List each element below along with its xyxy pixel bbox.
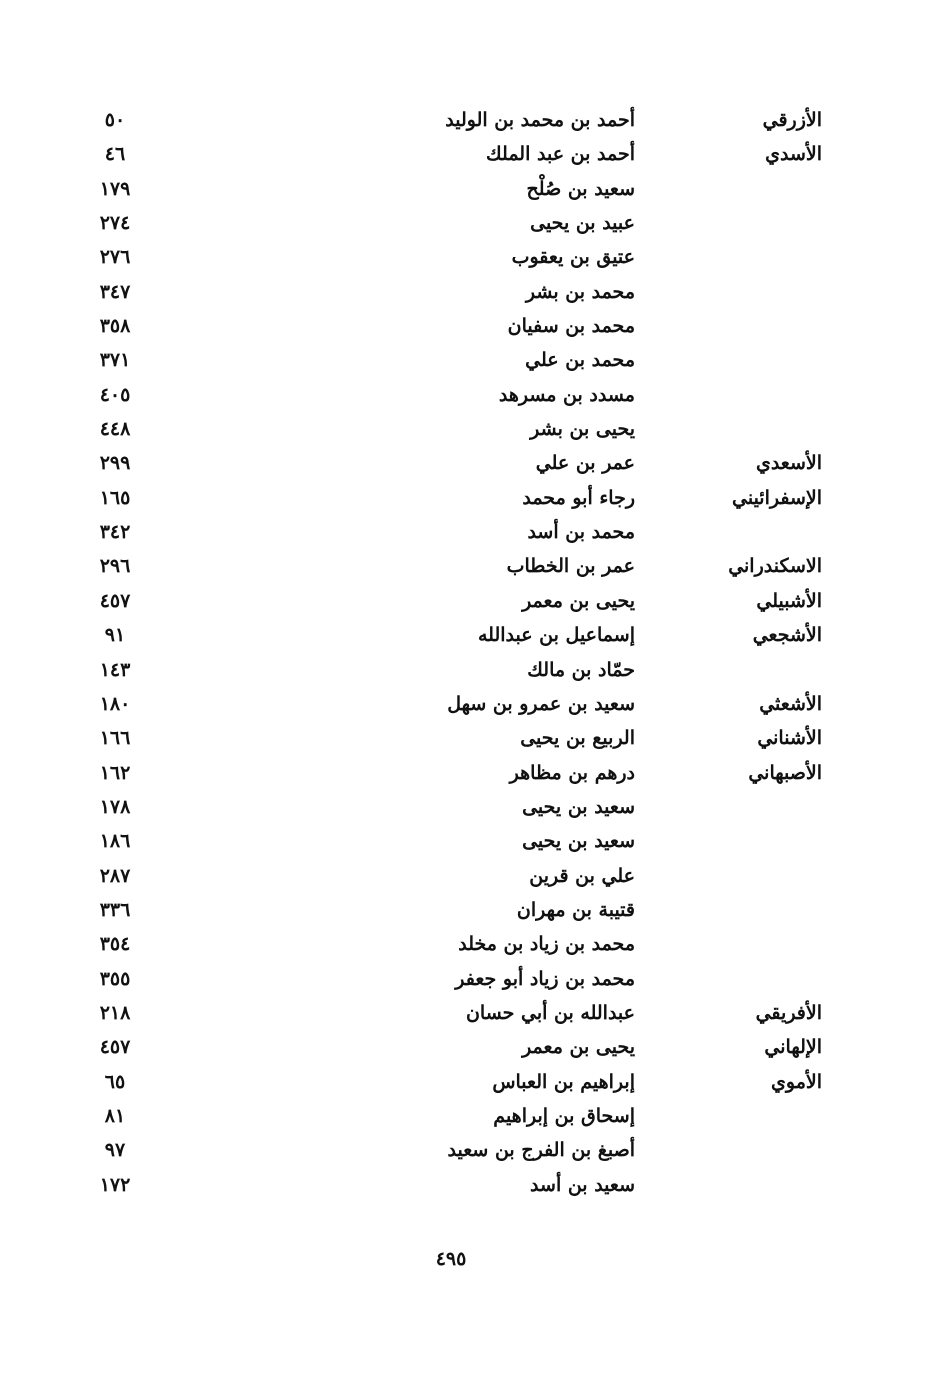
page-reference: ٢٩٩ bbox=[99, 452, 131, 475]
index-row bbox=[0, 378, 943, 412]
page-reference: ١٦٥ bbox=[99, 486, 131, 509]
nisba-label: الاسكندراني bbox=[728, 555, 822, 578]
page-reference: ٩١ bbox=[104, 624, 126, 647]
page-reference: ٦٥ bbox=[104, 1070, 126, 1093]
index-row bbox=[0, 481, 943, 515]
index-row bbox=[0, 653, 943, 687]
narrator-name: عتيق بن يعقوب bbox=[511, 246, 635, 269]
index-row bbox=[0, 343, 943, 377]
page-reference: ١٧٢ bbox=[99, 1173, 131, 1196]
index-row bbox=[0, 996, 943, 1030]
narrator-name: عبدالله بن أبي حسان bbox=[465, 1001, 635, 1024]
index-row bbox=[0, 618, 943, 652]
index-row bbox=[0, 1030, 943, 1064]
page-reference: ٣٤٢ bbox=[99, 521, 131, 544]
narrator-name: عبيد بن يحيى bbox=[530, 212, 635, 235]
nisba-label: الأموي bbox=[771, 1070, 822, 1093]
index-row bbox=[0, 893, 943, 927]
index-row bbox=[0, 103, 943, 137]
page-reference: ٤٥٧ bbox=[99, 1036, 131, 1059]
narrator-name: رجاء أبو محمد bbox=[522, 486, 635, 509]
narrator-name: أحمد بن عبد الملك bbox=[486, 143, 635, 166]
index-row bbox=[0, 309, 943, 343]
page-reference: ٣٧١ bbox=[99, 349, 131, 372]
index-row bbox=[0, 790, 943, 824]
page-reference: ١٤٣ bbox=[99, 658, 131, 681]
narrator-name: يحيى بن معمر bbox=[522, 1036, 635, 1059]
nisba-label: الأصبهاني bbox=[748, 761, 822, 784]
index-row bbox=[0, 1099, 943, 1133]
index-row bbox=[0, 446, 943, 480]
index-row bbox=[0, 1168, 943, 1202]
page-reference: ٤٥٧ bbox=[99, 589, 131, 612]
index-row bbox=[0, 824, 943, 858]
page-reference: ١٨٦ bbox=[99, 830, 131, 853]
narrator-name: محمد بن سفيان bbox=[507, 315, 635, 338]
page-reference: ٢٩٦ bbox=[99, 555, 131, 578]
nisba-label: الأفريقي bbox=[755, 1001, 822, 1024]
nisba-label: الأشعثي bbox=[759, 692, 822, 715]
page-reference: ٢٧٦ bbox=[99, 246, 131, 269]
index-row bbox=[0, 137, 943, 171]
index-row bbox=[0, 584, 943, 618]
page-reference: ١٦٦ bbox=[99, 727, 131, 750]
narrator-name: حمّاد بن مالك bbox=[527, 658, 635, 681]
page-reference: ١٧٨ bbox=[99, 795, 131, 818]
page-reference: ٣٥٨ bbox=[99, 315, 131, 338]
page-reference: ٤٦ bbox=[104, 143, 126, 166]
narrator-name: يحيى بن معمر bbox=[522, 589, 635, 612]
narrator-name: أحمد بن محمد بن الوليد bbox=[445, 109, 635, 131]
page-reference: ٣٥٥ bbox=[99, 967, 131, 990]
index-row bbox=[0, 549, 943, 583]
narrator-name: محمد بن زياد أبو جعفر bbox=[455, 967, 635, 990]
index-row bbox=[0, 206, 943, 240]
page-reference: ٥٠ bbox=[104, 109, 126, 131]
index-row bbox=[0, 687, 943, 721]
narrator-name: سعيد بن يحيى bbox=[522, 830, 635, 853]
index-row bbox=[0, 172, 943, 206]
nisba-label: الأشبيلي bbox=[756, 589, 822, 612]
narrator-name: إسحاق بن إبراهيم bbox=[493, 1104, 635, 1127]
page-reference: ٣٣٦ bbox=[99, 898, 131, 921]
index-row bbox=[0, 756, 943, 790]
index-row bbox=[0, 515, 943, 549]
page-reference: ٢٨٧ bbox=[99, 864, 131, 887]
narrator-name: سعيد بن عمرو بن سهل bbox=[447, 692, 635, 715]
nisba-label: الأسدي bbox=[765, 143, 822, 166]
page-reference: ١٦٢ bbox=[99, 761, 131, 784]
nisba-label: الإسفرائيني bbox=[732, 486, 822, 509]
narrator-name: محمد بن علي bbox=[525, 349, 635, 372]
narrator-name: يحيى بن بشر bbox=[530, 418, 635, 441]
nisba-label: الأشجعي bbox=[752, 624, 822, 647]
index-row bbox=[0, 240, 943, 274]
index-list bbox=[0, 103, 943, 1202]
page-number: ٤٩٥ bbox=[435, 1248, 467, 1270]
page-reference: ٢١٨ bbox=[99, 1001, 131, 1024]
page-reference: ٣٤٧ bbox=[99, 280, 131, 303]
narrator-name: مسدد بن مسرهد bbox=[498, 383, 635, 406]
index-row bbox=[0, 412, 943, 446]
narrator-name: محمد بن بشر bbox=[525, 280, 635, 303]
narrator-name: سعيد بن صُلْح bbox=[526, 177, 635, 200]
narrator-name: درهم بن مظاهر bbox=[509, 761, 635, 784]
narrator-name: أصبغ بن الفرج بن سعيد bbox=[447, 1139, 635, 1162]
nisba-label: الإلهاني bbox=[764, 1036, 822, 1059]
index-row bbox=[0, 1065, 943, 1099]
page-reference: ٤٤٨ bbox=[99, 418, 131, 441]
narrator-name: إسماعيل بن عبدالله bbox=[477, 624, 635, 647]
index-row bbox=[0, 275, 943, 309]
page-reference: ٢٧٤ bbox=[99, 212, 131, 235]
index-row bbox=[0, 962, 943, 996]
index-row bbox=[0, 721, 943, 755]
nisba-label: الأسعدي bbox=[755, 452, 822, 475]
page-reference: ٨١ bbox=[104, 1104, 126, 1127]
index-row bbox=[0, 927, 943, 961]
narrator-name: سعيد بن أسد bbox=[530, 1173, 635, 1196]
narrator-name: قتيبة بن مهران bbox=[516, 898, 635, 921]
narrator-name: محمد بن زياد بن مخلد bbox=[458, 933, 635, 956]
page-reference: ١٧٩ bbox=[99, 177, 131, 200]
page-reference: ٤٠٥ bbox=[99, 383, 131, 406]
narrator-name: محمد بن أسد bbox=[527, 521, 635, 544]
narrator-name: عمر بن الخطاب bbox=[506, 555, 635, 578]
nisba-label: الأزرقي bbox=[762, 109, 822, 131]
narrator-name: سعيد بن يحيى bbox=[522, 795, 635, 818]
page-reference: ٣٥٤ bbox=[99, 933, 131, 956]
page-reference: ١٨٠ bbox=[99, 692, 131, 715]
narrator-name: علي بن قرين bbox=[529, 864, 635, 887]
nisba-label: الأشناني bbox=[757, 727, 822, 750]
narrator-name: عمر بن علي bbox=[535, 452, 635, 475]
narrator-name: إبراهيم بن العباس bbox=[492, 1070, 635, 1093]
page-reference: ٩٧ bbox=[104, 1139, 126, 1162]
index-row bbox=[0, 859, 943, 893]
index-row bbox=[0, 1133, 943, 1167]
narrator-name: الربيع بن يحيى bbox=[520, 727, 635, 750]
